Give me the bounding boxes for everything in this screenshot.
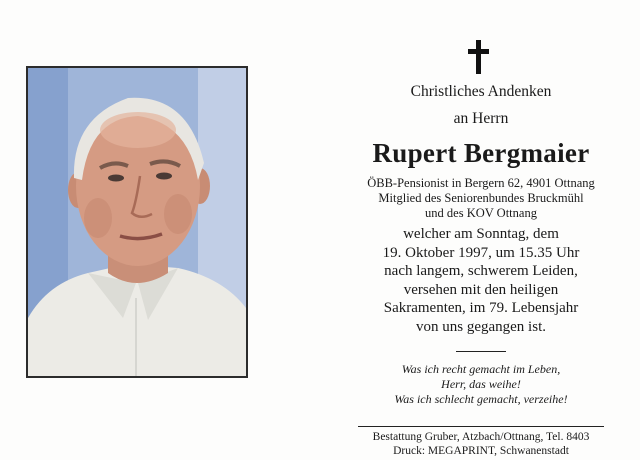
footer-line: Bestattung Gruber, Atzbach/Ottnang, Tel. 8403 [372, 431, 590, 443]
portrait-illustration [28, 68, 246, 376]
heading: Christliches Andenken [410, 83, 552, 100]
deceased-name: Rupert Bergmaier [372, 138, 590, 168]
quote-line: Herr, das weihe! [441, 377, 521, 391]
divider [358, 426, 604, 427]
salutation: an Herrn [453, 110, 509, 127]
portrait-photo [26, 66, 248, 378]
divider [456, 351, 506, 352]
quote-line: Was ich recht gemacht im Leben, [401, 362, 561, 376]
detail-line: und des KOV Ottnang [425, 206, 537, 220]
quote-line: Was ich schlecht gemacht, verzeihe! [394, 392, 568, 406]
footer-line: Druck: MEGAPRINT, Schwanenstadt [393, 445, 569, 457]
detail-line: ÖBB-Pensionist in Bergern 62, 4901 Ottnang [367, 176, 595, 190]
body-line: nach langem, schwerem Leiden, [384, 263, 578, 280]
detail-line: Mitglied des Seniorenbundes Bruckmühl [378, 191, 584, 205]
body-line: Sakramenten, im 79. Lebensjahr [383, 300, 579, 317]
body-line: von uns gegangen ist. [416, 319, 546, 335]
body-line: welcher am Sonntag, dem [403, 226, 559, 242]
body-line: versehen mit den heiligen [403, 281, 559, 298]
cross-icon [468, 40, 490, 74]
body-line: 19. Oktober 1997, um 15.35 Uhr [382, 244, 580, 261]
